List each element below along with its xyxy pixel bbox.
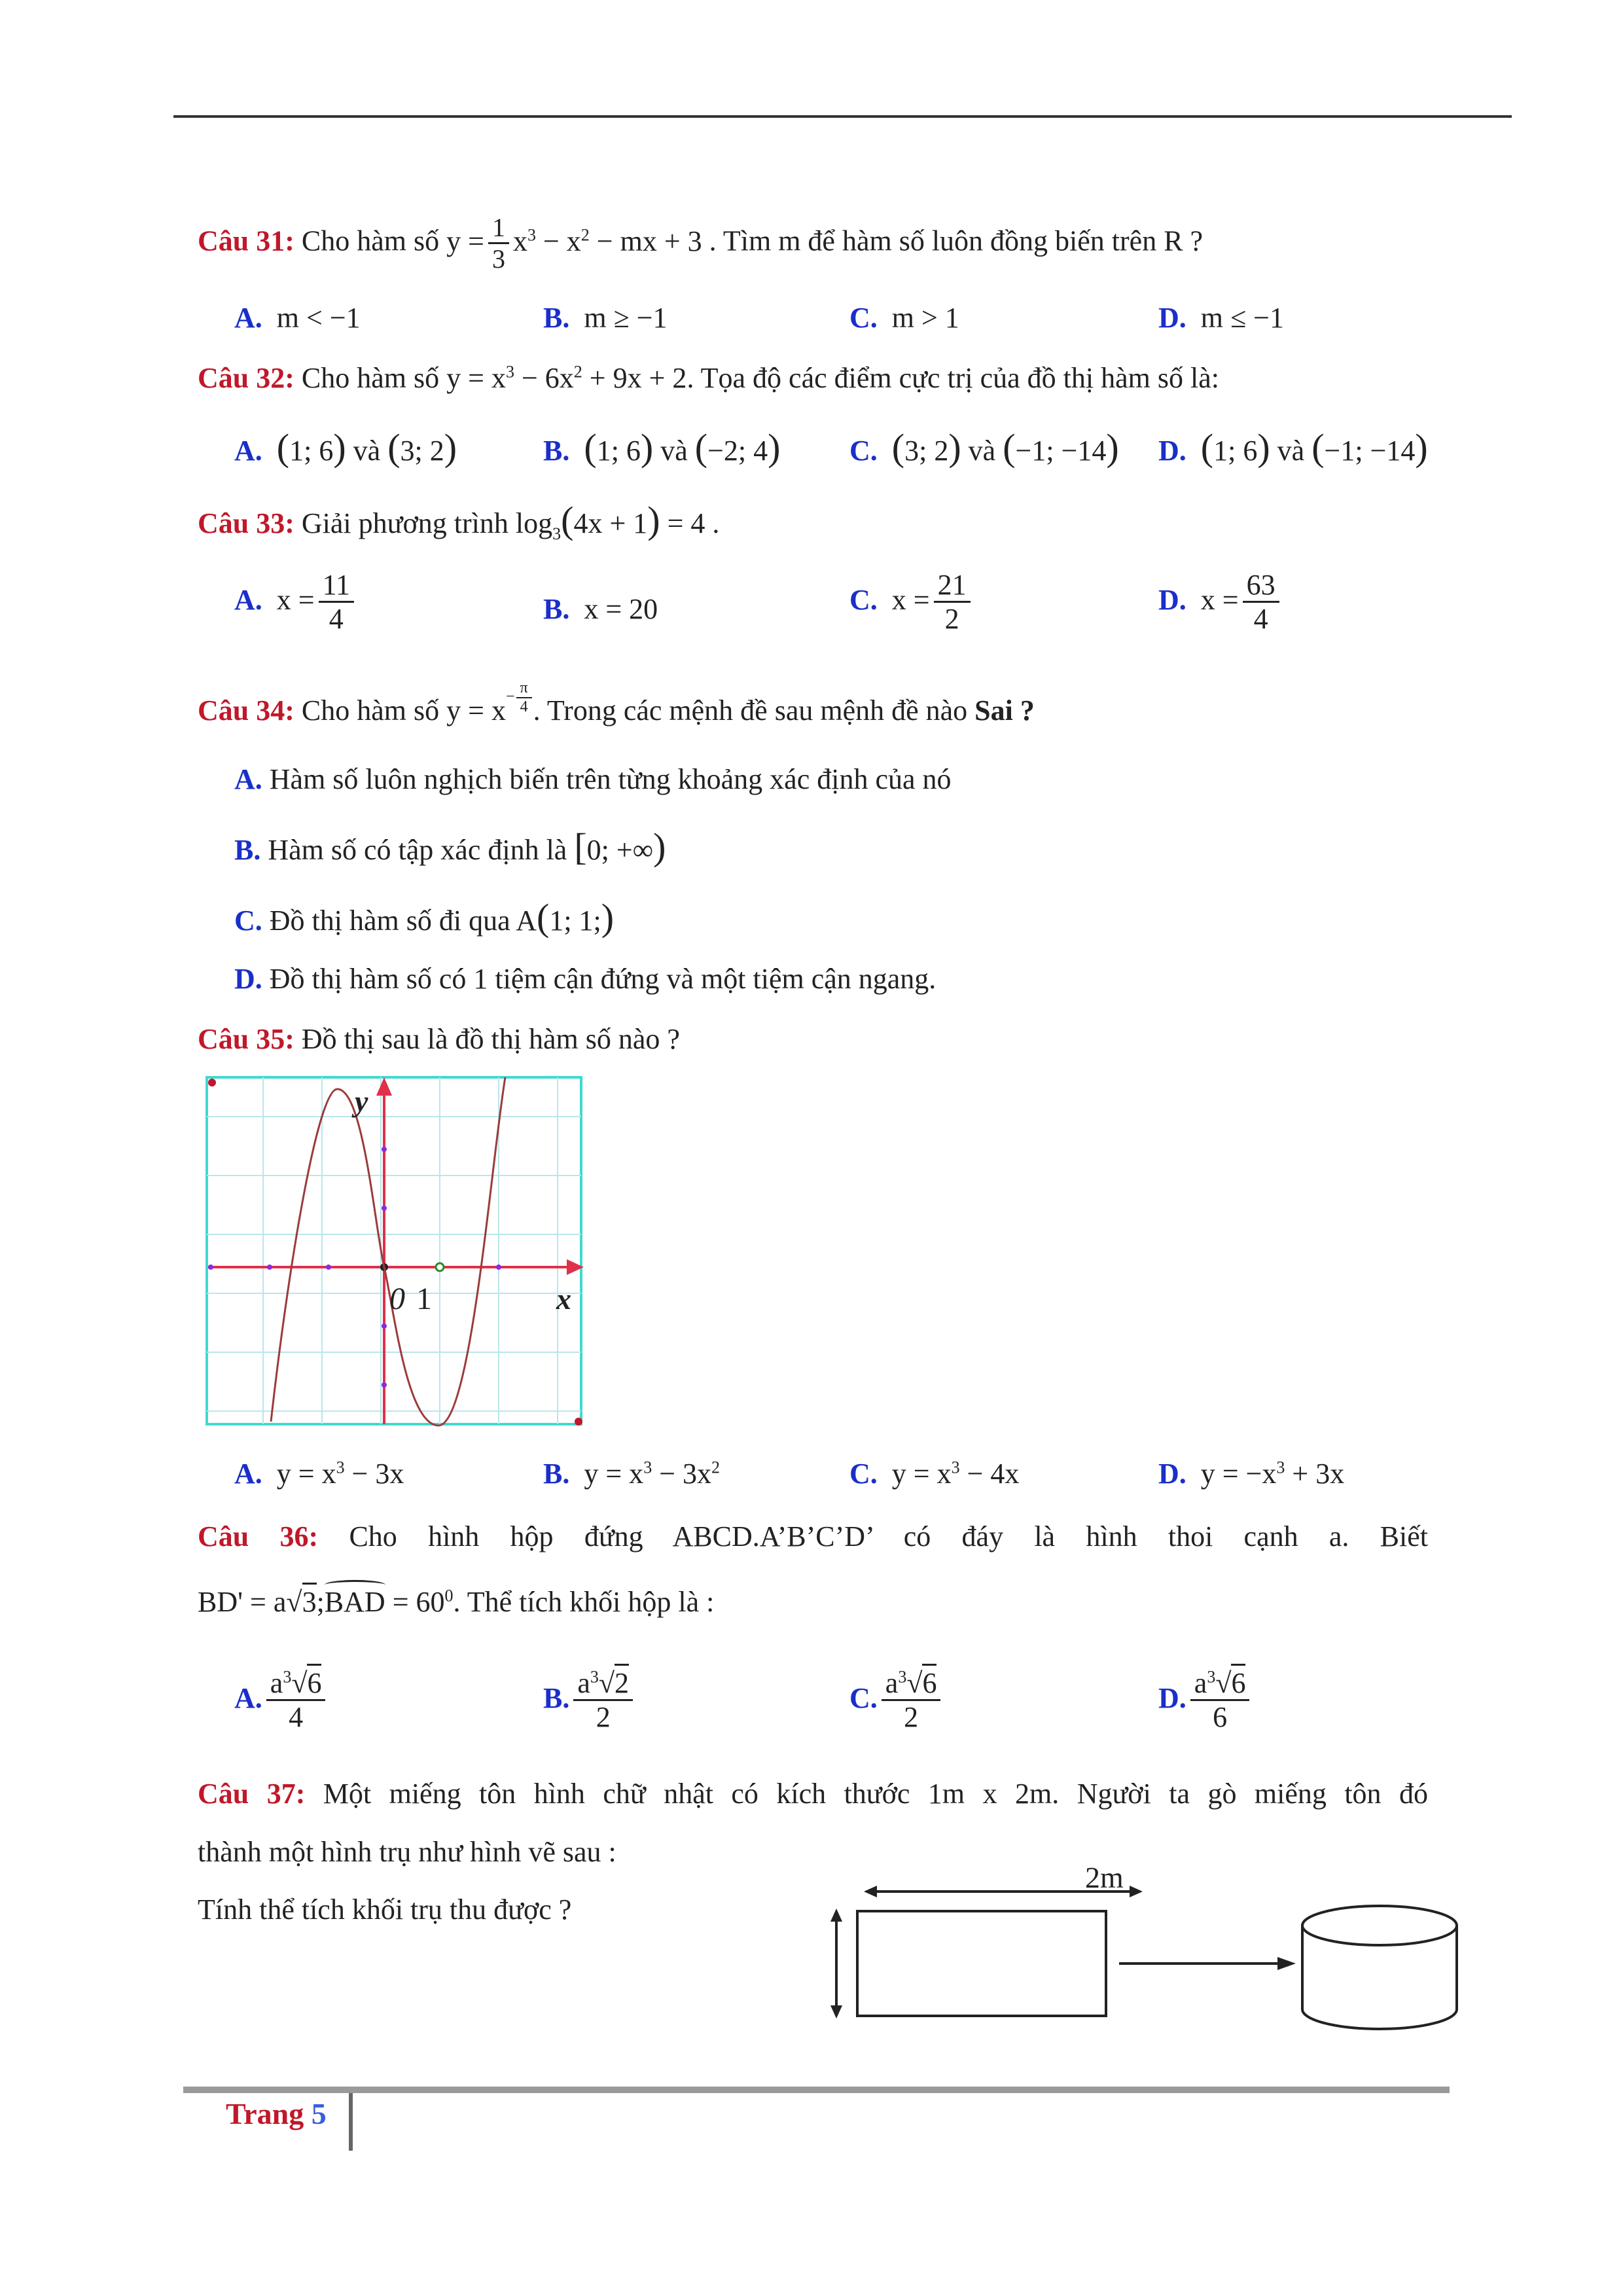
equation: BD' = a√3; BAD = $60^0$ <box>198 1586 454 1618</box>
header-rule <box>173 115 1512 118</box>
question-label: Câu 31: <box>198 224 294 257</box>
question-label: Câu 34: <box>198 694 294 726</box>
cylinder <box>1302 1906 1457 2029</box>
footer-rule <box>183 2087 1450 2093</box>
y-axis-label: y <box>355 1085 368 1118</box>
question-32 <box>198 361 1219 396</box>
cubic-graph <box>203 1073 596 1440</box>
origin-label: 0 <box>389 1282 405 1316</box>
question-label: Câu 37: <box>198 1778 306 1810</box>
footer-divider <box>349 2093 353 2151</box>
question-text: Một miếng tôn hình chữ nhật có kích thước 1m x 2m. Người ta gò miếng tôn đó <box>323 1778 1428 1810</box>
question-37-line-2: thành một hình trụ như hình vẽ sau : <box>198 1836 616 1868</box>
question-33 <box>198 497 719 544</box>
page-number: Trang 5 <box>226 2097 327 2130</box>
option-d[interactable]: D. (1; 6) và (−1; −14) <box>1158 426 1428 469</box>
equation: y = x− $\frac{\pi}{4}$ <box>446 694 533 726</box>
option-d[interactable]: D. Đồ thị hàm số có 1 tiệm cận đứng và một tiệm cận ngang. <box>234 963 936 995</box>
question-text-after: . Trong các mệnh đề sau mệnh đề nào <box>533 694 968 726</box>
option-c[interactable]: C. m > 1 <box>849 302 959 334</box>
x-axis-label: x <box>556 1282 571 1316</box>
option-b[interactable]: B. Hàm số có tập xác định là [0; +∞) <box>234 825 666 868</box>
question-text: Cho hàm số <box>301 362 440 394</box>
unit-label: 1 <box>416 1282 432 1316</box>
option-b[interactable]: B. m ≥ −1 <box>543 302 668 334</box>
question-text: Cho hàm số <box>301 694 440 726</box>
question-label: Câu 32: <box>198 362 294 394</box>
equation: $\log_3(4x + 1) = 4$ . <box>515 499 720 543</box>
cylinder-diagram <box>812 1865 1492 2036</box>
option-a[interactable]: A. m < −1 <box>234 302 361 334</box>
question-label: Câu 36: <box>198 1520 319 1552</box>
question-text-after: . Tọa độ các điểm cực trị của đồ thị hàm số là: <box>687 362 1219 394</box>
metal-sheet <box>857 1911 1106 2016</box>
question-text: Giải phương trình <box>301 507 508 539</box>
question-text-after: . Tìm m để hàm số luôn đồng biến trên R ? <box>709 224 1204 257</box>
question-text: Cho hàm số <box>301 224 440 257</box>
option-a[interactable]: A. Hàm số luôn nghịch biến trên từng khoảng xác định của nó <box>234 763 952 795</box>
question-text: Cho hình hộp đứng ABCD.A’B’C’D’ có đáy là hình thoi cạnh a. Biết <box>349 1520 1429 1552</box>
question-34 <box>198 679 1035 734</box>
equation: $y = x^3 - 6x^2 + 9x + 2$ <box>446 362 687 394</box>
question-36 <box>198 1520 1428 1554</box>
option-a[interactable]: A. $\frac{a^3√6}{4}$ <box>234 1668 329 1734</box>
equation: y = $\frac{1}{3}$ $x^3 - x^2$ − mx + 3 <box>446 213 702 274</box>
question-36-line-2 <box>198 1585 714 1620</box>
option-a[interactable]: A. x = $\frac{11}{4}$ <box>234 569 358 636</box>
dimension-label: 2m <box>1085 1865 1124 1894</box>
option-c[interactable]: C. $\frac{a^3√6}{2}$ <box>849 1668 944 1734</box>
option-a[interactable]: A. (1; 6) và (3; 2) <box>234 426 457 469</box>
option-d[interactable]: D. $y = -x^3 + 3x$ <box>1158 1458 1345 1490</box>
option-c[interactable]: C. $y = x^3 - 4x$ <box>849 1458 1020 1490</box>
option-b[interactable]: B. x = 20 <box>543 593 658 625</box>
option-d[interactable]: D. x = $\frac{63}{4}$ <box>1158 569 1283 636</box>
emphasis-word: Sai ? <box>974 694 1035 726</box>
question-37-line-3: Tính thể tích khối trụ thu được ? <box>198 1893 572 1926</box>
option-c[interactable]: C. Đồ thị hàm số đi qua A(1; 1;) <box>234 896 615 939</box>
option-c[interactable]: C. (3; 2) và (−1; −14) <box>849 426 1119 469</box>
question-text-after: . Thể tích khối hộp là : <box>453 1586 715 1618</box>
question-text: Đồ thị sau là đồ thị hàm số nào ? <box>301 1023 680 1055</box>
question-label: Câu 35: <box>198 1023 294 1055</box>
option-b[interactable]: B. (1; 6) và (−2; 4) <box>543 426 781 469</box>
option-b[interactable]: B. $\frac{a^3√2}{2}$ <box>543 1668 637 1734</box>
option-d[interactable]: D. $\frac{a^3√6}{6}$ <box>1158 1668 1253 1734</box>
question-31 <box>198 213 1203 274</box>
question-label: Câu 33: <box>198 507 294 539</box>
question-37 <box>198 1777 1428 1812</box>
option-a[interactable]: A. $y = x^3 - 3x$ <box>234 1458 404 1490</box>
question-35 <box>198 1022 680 1057</box>
option-d[interactable]: D. m ≤ −1 <box>1158 302 1284 334</box>
option-b[interactable]: B. $y = x^3 - 3x^2$ <box>543 1458 721 1490</box>
option-c[interactable]: C. x = $\frac{21}{2}$ <box>849 569 974 636</box>
